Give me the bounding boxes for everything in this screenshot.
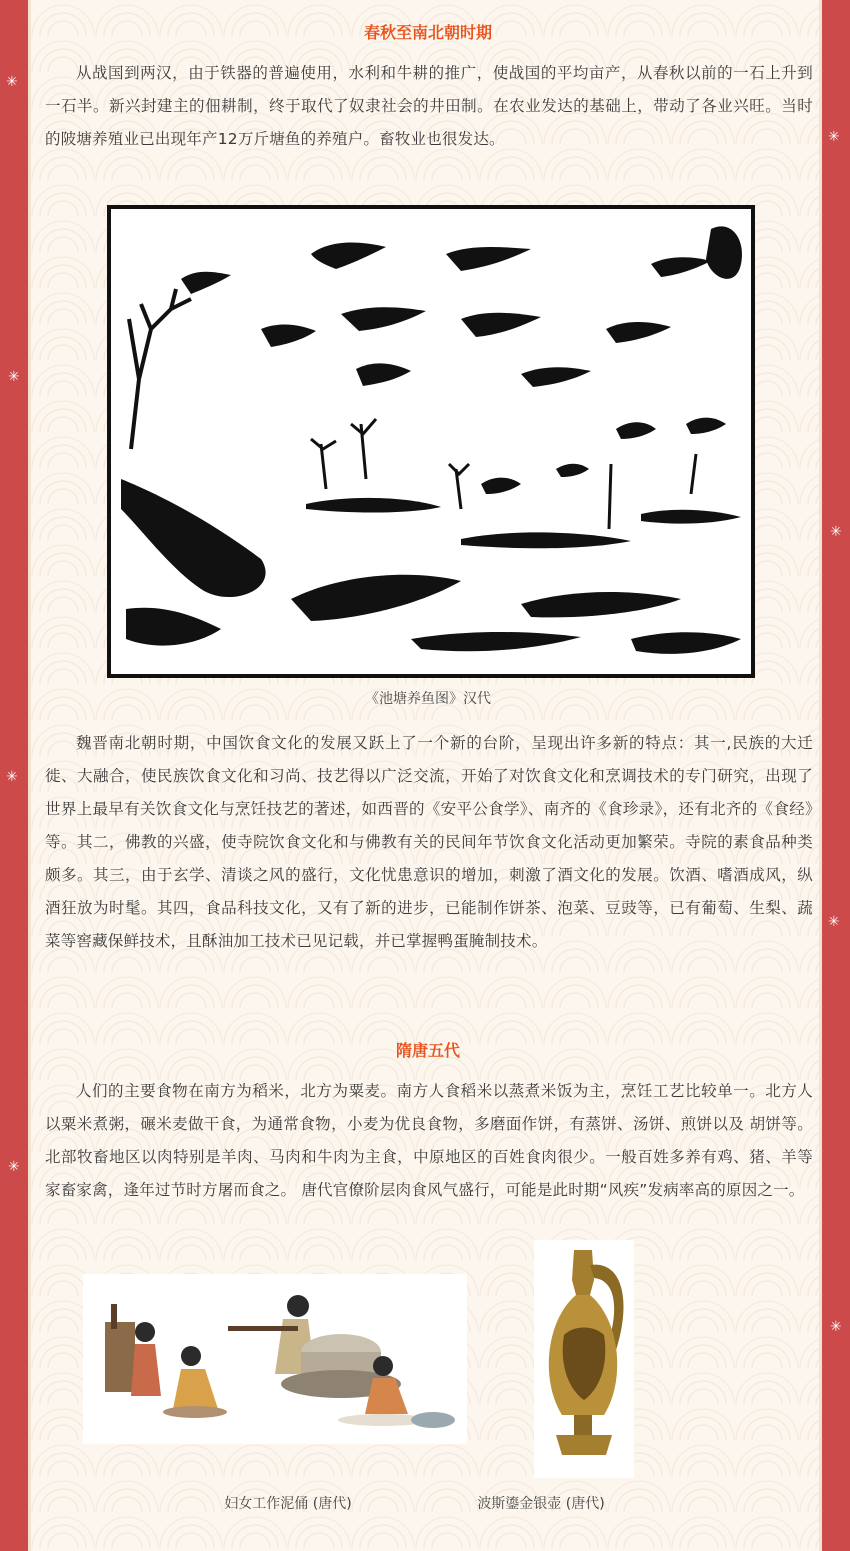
- water-strokes-group: [121, 479, 741, 654]
- pond-illustration-caption: 《池塘养鱼图》汉代: [365, 691, 491, 707]
- paragraph-wei-jin: 魏晋南北朝时期，中国饮食文化的发展又跃上了一个新的台阶，呈现出许多新的特点：其一,民族的大迁徙、大融合，使民族饮食文化和习尚、技艺得以广泛交流，开始了对饮食文化和烹调技术的专门研究，出现了世界上最早有关饮食文化与烹饪技艺的著述，如西晋的《安平公食学》、南齐的《食珍录》，还有北齐的《食经》等。其二，佛教的兴盛，使寺院饮食文化和与佛教有关的民间年节饮食文化活动更加繁荣。寺院的素食品种类颇多。其三，由于玄学、清谈之风的盛行，文化忧患意识的增加，刺激了酒文化的发展。饮酒、嗜酒成风，纵酒狂放为时髦。其四，食品科技文化，又有了新的进步，已能制作饼茶、泡菜、豆豉等，已有葡萄、生梨、蔬菜等窖藏保鲜技术，且酥油加工技术已见记载，并已掌握鸭蛋腌制技术。: [45, 734, 813, 950]
- ewer-caption: 波斯鎏金银壶 (唐代): [477, 1496, 605, 1512]
- paragraph-sui-tang: 人们的主要食物在南方为稻米，北方为粟麦。南方人食稻米以蒸煮米饭为主，烹饪工艺比较单一。北方人以粟米煮粥，碾米麦做干食，为通常食物，小麦为优良食物，多磨面作饼，有蒸饼、汤饼、煎饼以及 胡饼等。北部牧畜地区以肉特别是羊肉、马肉和牛肉为主食，中原地区的百姓食肉很少。一般百姓多养有鸡、猪、羊等家畜家禽，逢年过节时方屠而食之。 唐代官僚阶层肉食风气盛行，可能是此时期“风疾”发病率高的原因之一。: [45, 1082, 813, 1199]
- pond-drawing: [111, 209, 751, 674]
- snowflake-icon: ✳: [828, 914, 840, 930]
- persian-gilt-silver-ewer-photo: [534, 1240, 634, 1478]
- section-title-sui-tang: 隋唐五代: [395, 1041, 460, 1060]
- snowflake-icon: ✳: [8, 369, 20, 385]
- snowflake-icon: ✳: [830, 524, 842, 540]
- paragraph-warring-states: 从战国到两汉，由于铁器的普遍使用，水利和牛耕的推广，使战国的平均亩产，从春秋以前的一石上升到一石半。新兴封建主的佃耕制，终于取代了奴隶社会的井田制。在农业发达的基础上，带动了各业兴旺。当时的陂塘养殖业已出现年产12万斤塘鱼的养殖户。畜牧业也很发达。: [45, 64, 813, 148]
- section-title-spring-autumn: 春秋至南北朝时期: [363, 23, 492, 42]
- birds-group: [181, 243, 726, 494]
- figurines-drawing: [83, 1274, 467, 1444]
- figurines-caption: 妇女工作泥俑 (唐代): [224, 1496, 352, 1512]
- article-page: [28, 0, 822, 1551]
- pond-fish-farming-illustration: [107, 205, 755, 678]
- ewer-drawing: [534, 1240, 634, 1478]
- snowflake-icon: ✳: [828, 129, 840, 145]
- snowflake-icon: ✳: [830, 1319, 842, 1335]
- snowflake-icon: ✳: [6, 769, 18, 785]
- snowflake-icon: ✳: [8, 1159, 20, 1175]
- snowflake-icon: ✳: [6, 74, 18, 90]
- female-clay-figurines-photo: [83, 1274, 467, 1444]
